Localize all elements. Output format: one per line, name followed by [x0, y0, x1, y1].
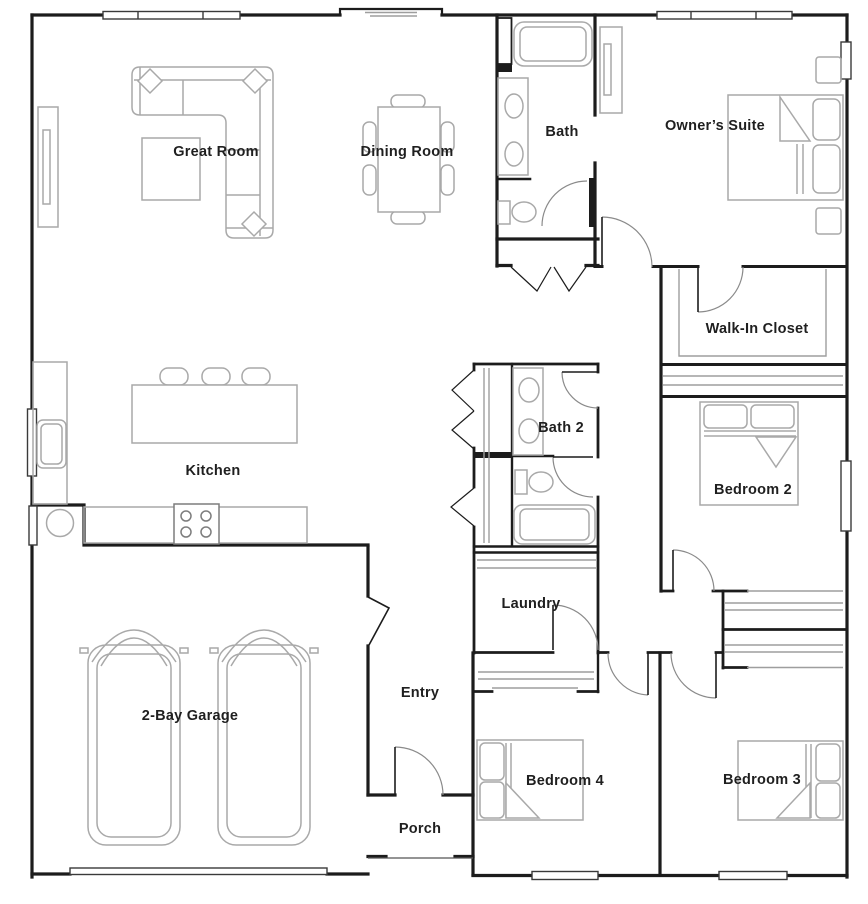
room-label-walk-in-closet: Walk-In Closet — [705, 321, 809, 337]
room-label-bedroom-2: Bedroom 2 — [714, 482, 792, 498]
bath2-vanity — [513, 368, 543, 455]
walk-in-closet-door-arc — [698, 267, 743, 312]
stove — [174, 504, 219, 544]
room-label-bath: Bath — [545, 124, 579, 140]
nightstand — [816, 208, 841, 234]
pantry-bifold-doors — [452, 370, 474, 449]
bath-vanity — [498, 78, 528, 175]
room-label-garage: 2-Bay Garage — [141, 708, 239, 724]
bar-stool — [242, 368, 270, 385]
garage-door — [70, 868, 327, 875]
bath-linen-closet — [498, 18, 512, 64]
bar-stool — [202, 368, 230, 385]
hall-closet-bifold-door — [451, 488, 474, 526]
room-label-bedroom-4: Bedroom 4 — [526, 773, 604, 789]
door-leaves — [368, 217, 716, 795]
bedroom4-closet-shelf — [478, 672, 594, 679]
bedroom2-window — [841, 461, 851, 531]
bath2-tub — [514, 505, 595, 544]
coat-closet-bifold-doors — [511, 267, 586, 291]
bedroom4-door-arc — [608, 653, 648, 695]
bath2-toilet — [515, 470, 553, 494]
owner-suite-window — [841, 42, 851, 79]
bedroom2-closet-shelf — [725, 603, 843, 610]
dining-niche-counter — [365, 13, 417, 17]
laundry-shelf — [477, 560, 596, 568]
kitchen-corner-window — [29, 506, 37, 545]
room-label-porch: Porch — [398, 821, 442, 837]
bedroom2-door-arc — [673, 550, 714, 591]
room-label-entry: Entry — [400, 685, 440, 701]
car — [80, 630, 188, 845]
door-arcs — [395, 181, 743, 795]
garage-entry-door — [368, 597, 389, 645]
bar-stool — [160, 368, 188, 385]
car — [210, 630, 318, 845]
owner-suite-door-arc — [602, 217, 652, 267]
dresser — [600, 27, 622, 113]
toilet — [498, 201, 536, 224]
bedroom3-closet-shelf — [725, 645, 843, 652]
room-label-laundry: Laundry — [501, 596, 561, 612]
bath-toilet-door-arc — [542, 181, 587, 226]
bedroom3-window — [719, 872, 787, 880]
nightstand — [816, 57, 841, 83]
refrigerator — [37, 420, 66, 468]
bathtub — [514, 22, 592, 66]
room-label-dining-room: Dining Room — [360, 144, 454, 160]
linen-shelf — [663, 376, 843, 385]
room-label-bath-2: Bath 2 — [538, 420, 584, 436]
room-label-bedroom-3: Bedroom 3 — [723, 772, 801, 788]
bedroom3-door-arc — [671, 653, 716, 698]
bath2-door-arc — [562, 372, 598, 408]
room-label-owners-suite: Owner’s Suite — [665, 118, 765, 134]
front-door-arc — [395, 747, 443, 795]
owner-bed — [728, 95, 843, 200]
tv-console — [38, 107, 58, 227]
room-label-great-room: Great Room — [173, 144, 259, 160]
bedroom4-window — [532, 872, 598, 880]
room-label-kitchen: Kitchen — [185, 463, 241, 479]
kitchen-island — [132, 368, 297, 443]
kitchen-sink — [47, 510, 74, 537]
kitchen-window — [28, 409, 37, 476]
bath2-toilet-door-arc — [553, 457, 593, 497]
